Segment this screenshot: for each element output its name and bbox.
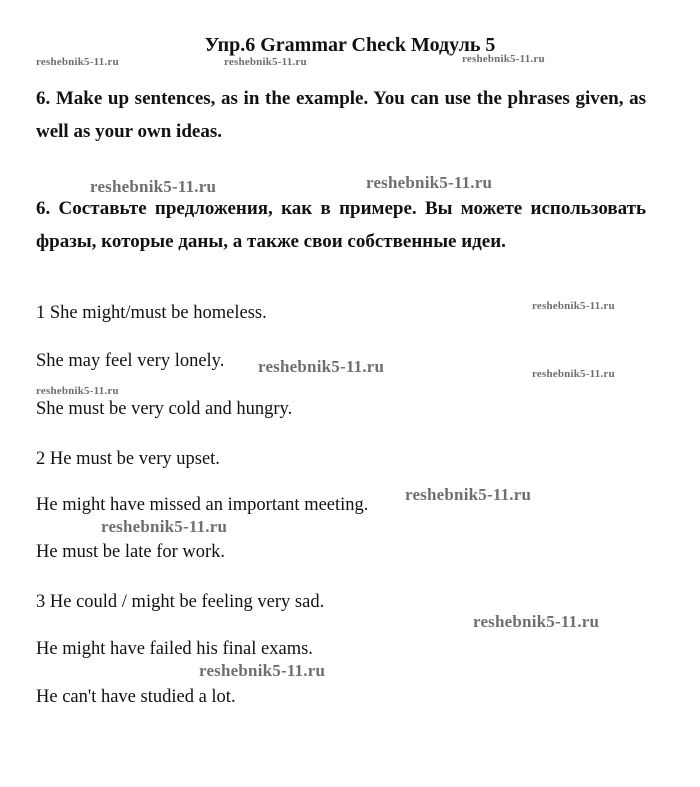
watermark: reshebnik5-11.ru [462, 53, 545, 65]
watermark: reshebnik5-11.ru [405, 485, 532, 504]
watermark: reshebnik5-11.ru [258, 357, 385, 376]
watermark: reshebnik5-11.ru [473, 612, 600, 631]
watermark: reshebnik5-11.ru [532, 300, 615, 312]
answer-line: He must be late for work. [36, 542, 226, 562]
answer-line: He might have missed an important meeting. [36, 495, 369, 515]
page-title: Упр.6 Grammar Check Модуль 5 [204, 34, 496, 56]
watermark: reshebnik5-11.ru [366, 173, 493, 192]
answer-line: She must be very cold and hungry. [36, 399, 293, 419]
task-russian: 6. Составьте предложения, как в примере. Вы можете использовать фразы, которые даны, а также свои собственные идеи. [36, 198, 646, 252]
watermark: reshebnik5-11.ru [36, 56, 119, 68]
watermark: reshebnik5-11.ru [199, 661, 326, 680]
answer-line: 1 She might/must be homeless. [36, 303, 267, 323]
watermark: reshebnik5-11.ru [90, 177, 217, 196]
answer-line: 3 He could / might be feeling very sad. [36, 592, 325, 612]
watermark: reshebnik5-11.ru [224, 56, 307, 68]
answer-line: She may feel very lonely. [36, 351, 225, 371]
answer-line: He can't have studied a lot. [36, 687, 236, 707]
answer-line: 2 He must be very upset. [36, 449, 220, 469]
answer-line: He might have failed his final exams. [36, 639, 313, 659]
watermark: reshebnik5-11.ru [532, 368, 615, 380]
watermark: reshebnik5-11.ru [101, 517, 228, 536]
watermark: reshebnik5-11.ru [36, 385, 119, 397]
task-english: 6. Make up sentences, as in the example. You can use the phrases given, as well as your own ideas. [36, 88, 646, 142]
